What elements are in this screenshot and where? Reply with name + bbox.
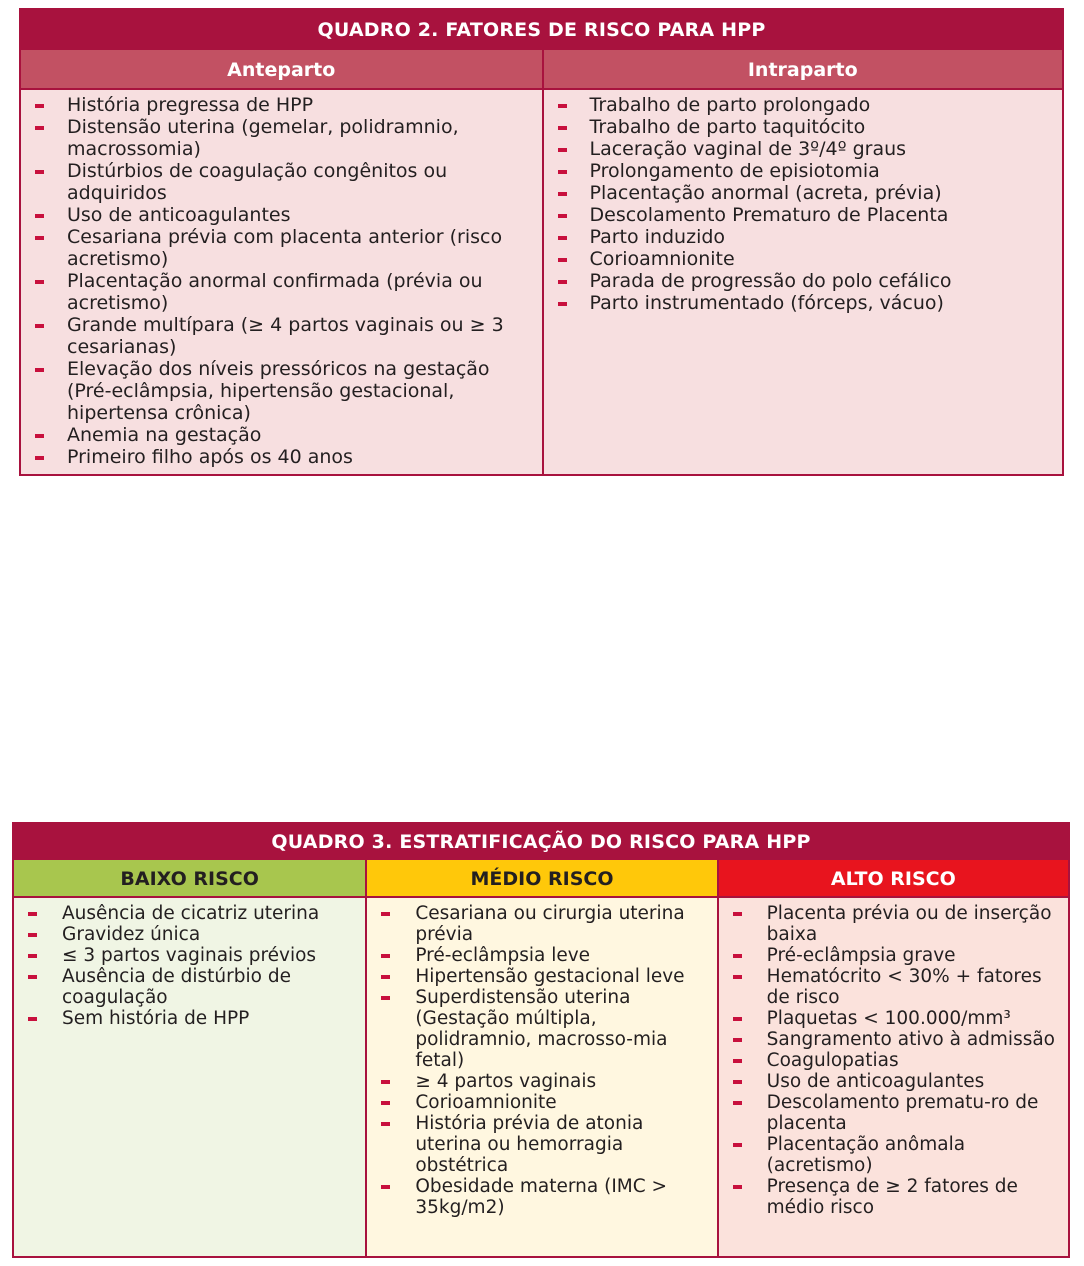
bullet-icon	[381, 1185, 390, 1189]
bullet-icon	[35, 236, 44, 240]
list-item-text: Placentação anormal (acreta, prévia)	[589, 182, 942, 204]
bullet-icon	[35, 104, 44, 108]
list-item-text: Corioamnionite	[415, 1092, 557, 1113]
column-header-anteparto: Anteparto	[21, 50, 542, 90]
quadro-2-columns	[21, 50, 1062, 474]
list-item-text: Placentação anômala (acretismo)	[766, 1134, 966, 1176]
column-header-intraparto: Intraparto	[544, 50, 1063, 90]
quadro-2-column-anteparto	[21, 50, 542, 474]
list-item-text: Placenta prévia ou de inserção baixa	[766, 903, 1052, 945]
list-item	[377, 1092, 708, 1113]
list-item	[729, 1092, 1060, 1134]
quadro-3-column-baixo-risco	[14, 860, 365, 1256]
list-item	[554, 116, 1053, 138]
list-item	[554, 248, 1053, 270]
bullet-icon	[35, 126, 44, 130]
bullet-icon	[381, 1080, 390, 1084]
bullet-icon	[381, 996, 390, 1000]
bullet-icon	[381, 975, 390, 979]
list-item-text: Pré-eclâmpsia grave	[766, 945, 956, 966]
list-item-text: Hematócrito < 30% + fatores de risco	[766, 966, 1042, 1008]
list-item-text: Hipertensão gestacional leve	[415, 966, 685, 987]
list-item	[729, 1050, 1060, 1071]
bullet-icon	[733, 1185, 742, 1189]
list-item	[554, 226, 1053, 248]
list-item	[729, 966, 1060, 1008]
list-item	[554, 204, 1053, 226]
list-item	[31, 358, 532, 424]
list-item	[31, 226, 532, 270]
list-item	[554, 160, 1053, 182]
column-body-anteparto	[21, 90, 542, 474]
list-item	[24, 903, 357, 924]
quadro-3-column-medio-risco	[365, 860, 716, 1256]
list-item-text: Trabalho de parto prolongado	[589, 94, 871, 116]
list-item	[377, 987, 708, 1071]
quadro-3-table	[12, 822, 1070, 1258]
quadro-2-table	[19, 8, 1064, 476]
bullet-icon	[28, 912, 37, 916]
list-item	[31, 116, 532, 160]
column-body-medio-risco	[367, 898, 716, 1256]
list-item	[31, 424, 532, 446]
list-item-text: Laceração vaginal de 3º/4º graus	[589, 138, 907, 160]
list-item-text: Gravidez única	[62, 924, 201, 945]
bullet-icon	[28, 1017, 37, 1021]
bullet-icon	[558, 104, 567, 108]
list-item-text: Corioamnionite	[589, 248, 735, 270]
list-item-text: História pregressa de HPP	[67, 94, 314, 116]
quadro-3-columns	[14, 860, 1068, 1256]
list-item-text: Primeiro filho após os 40 anos	[67, 446, 353, 468]
column-body-baixo-risco	[14, 898, 365, 1256]
list-item-text: Pré-eclâmpsia leve	[415, 945, 591, 966]
list-item	[377, 1176, 708, 1218]
list-item-text: Uso de anticoagulantes	[766, 1071, 985, 1092]
bullet-icon	[733, 1143, 742, 1147]
list-item	[31, 160, 532, 204]
list-item-text: Plaquetas < 100.000/mm³	[766, 1008, 1011, 1029]
list-item-text: Superdistensão uterina (Gestação múltipla, polidramnio, macrosso-mia fetal)	[415, 987, 668, 1071]
list-item-text: Parto induzido	[589, 226, 726, 248]
list-item-text: Sangramento ativo à admissão	[766, 1029, 1055, 1050]
item-list	[31, 94, 532, 468]
bullet-icon	[28, 933, 37, 937]
list-item-text: Ausência de distúrbio de coagulação	[62, 966, 291, 1008]
bullet-icon	[558, 280, 567, 284]
list-item-text: Uso de anticoagulantes	[67, 204, 291, 226]
list-item	[31, 270, 532, 314]
list-item-text: História prévia de atonia uterina ou hemorragia obstétrica	[415, 1113, 644, 1176]
list-item	[729, 945, 1060, 966]
bullet-icon	[558, 170, 567, 174]
list-item-text: ≥ 4 partos vaginais	[415, 1071, 597, 1092]
list-item-text: Placentação anormal confirmada (prévia ou acretismo)	[67, 270, 483, 314]
item-list	[24, 903, 357, 1029]
bullet-icon	[35, 170, 44, 174]
list-item-text: Grande multípara (≥ 4 partos vaginais ou ≥ 3 cesarianas)	[67, 314, 504, 358]
list-item	[31, 446, 532, 468]
list-item	[24, 966, 357, 1008]
bullet-icon	[558, 148, 567, 152]
column-body-alto-risco	[719, 898, 1068, 1256]
list-item-text: Sem história de HPP	[62, 1008, 250, 1029]
bullet-icon	[558, 214, 567, 218]
list-item-text: Descolamento prematu-ro de placenta	[766, 1092, 1039, 1134]
list-item	[377, 966, 708, 987]
list-item-text: Distensão uterina (gemelar, polidramnio, macrossomia)	[67, 116, 459, 160]
item-list	[377, 903, 708, 1218]
item-list	[729, 903, 1060, 1218]
quadro-3-column-alto-risco	[717, 860, 1068, 1256]
quadro-2-column-intraparto	[542, 50, 1063, 474]
bullet-icon	[558, 302, 567, 306]
list-item-text: Coagulopatias	[766, 1050, 899, 1071]
list-item	[377, 903, 708, 945]
list-item	[377, 945, 708, 966]
bullet-icon	[558, 258, 567, 262]
bullet-icon	[381, 954, 390, 958]
bullet-icon	[28, 975, 37, 979]
list-item	[729, 903, 1060, 945]
list-item	[554, 94, 1053, 116]
list-item-text: Ausência de cicatriz uterina	[62, 903, 320, 924]
bullet-icon	[35, 214, 44, 218]
column-header-baixo-risco: BAIXO RISCO	[14, 860, 365, 898]
list-item-text: Presença de ≥ 2 fatores de médio risco	[766, 1176, 1018, 1218]
bullet-icon	[733, 954, 742, 958]
bullet-icon	[381, 1101, 390, 1105]
list-item	[554, 138, 1053, 160]
list-item-text: Anemia na gestação	[67, 424, 262, 446]
list-item	[554, 292, 1053, 314]
list-item	[377, 1113, 708, 1176]
bullet-icon	[558, 126, 567, 130]
list-item	[554, 182, 1053, 204]
list-item-text: Parada de progressão do polo cefálico	[589, 270, 952, 292]
bullet-icon	[733, 912, 742, 916]
bullet-icon	[558, 192, 567, 196]
bullet-icon	[35, 368, 44, 372]
column-header-alto-risco: ALTO RISCO	[719, 860, 1068, 898]
quadro-3-title: QUADRO 3. ESTRATIFICAÇÃO DO RISCO PARA HPP	[14, 824, 1068, 860]
bullet-icon	[35, 434, 44, 438]
list-item	[729, 1071, 1060, 1092]
list-item-text: Descolamento Prematuro de Placenta	[589, 204, 949, 226]
bullet-icon	[381, 1122, 390, 1126]
list-item	[31, 204, 532, 226]
bullet-icon	[558, 236, 567, 240]
list-item-text: Elevação dos níveis pressóricos na gestação (Pré-eclâmpsia, hipertensão gestacional, hipertensa crônica)	[67, 358, 490, 424]
list-item-text: Prolongamento de episiotomia	[589, 160, 880, 182]
list-item	[377, 1071, 708, 1092]
list-item-text: Cesariana prévia com placenta anterior (risco acretismo)	[67, 226, 503, 270]
item-list	[554, 94, 1053, 314]
list-item	[729, 1008, 1060, 1029]
list-item-text: Trabalho de parto taquitócito	[589, 116, 866, 138]
quadro-2-title: QUADRO 2. FATORES DE RISCO PARA HPP	[21, 10, 1062, 50]
list-item	[729, 1029, 1060, 1050]
column-body-intraparto	[544, 90, 1063, 474]
list-item	[24, 1008, 357, 1029]
list-item	[554, 270, 1053, 292]
bullet-icon	[733, 975, 742, 979]
column-header-medio-risco: MÉDIO RISCO	[367, 860, 716, 898]
list-item-text: Parto instrumentado (fórceps, vácuo)	[589, 292, 944, 314]
bullet-icon	[35, 280, 44, 284]
list-item-text: Obesidade materna (IMC > 35kg/m2)	[415, 1176, 668, 1218]
bullet-icon	[733, 1059, 742, 1063]
bullet-icon	[733, 1038, 742, 1042]
bullet-icon	[733, 1080, 742, 1084]
list-item	[24, 924, 357, 945]
bullet-icon	[733, 1101, 742, 1105]
bullet-icon	[733, 1017, 742, 1021]
bullet-icon	[28, 954, 37, 958]
list-item	[729, 1134, 1060, 1176]
list-item-text: ≤ 3 partos vaginais prévios	[62, 945, 317, 966]
list-item	[31, 314, 532, 358]
list-item-text: Distúrbios de coagulação congênitos ou adquiridos	[67, 160, 448, 204]
bullet-icon	[35, 456, 44, 460]
list-item	[31, 94, 532, 116]
bullet-icon	[35, 324, 44, 328]
bullet-icon	[381, 912, 390, 916]
list-item	[729, 1176, 1060, 1218]
list-item-text: Cesariana ou cirurgia uterina prévia	[415, 903, 685, 945]
list-item	[24, 945, 357, 966]
